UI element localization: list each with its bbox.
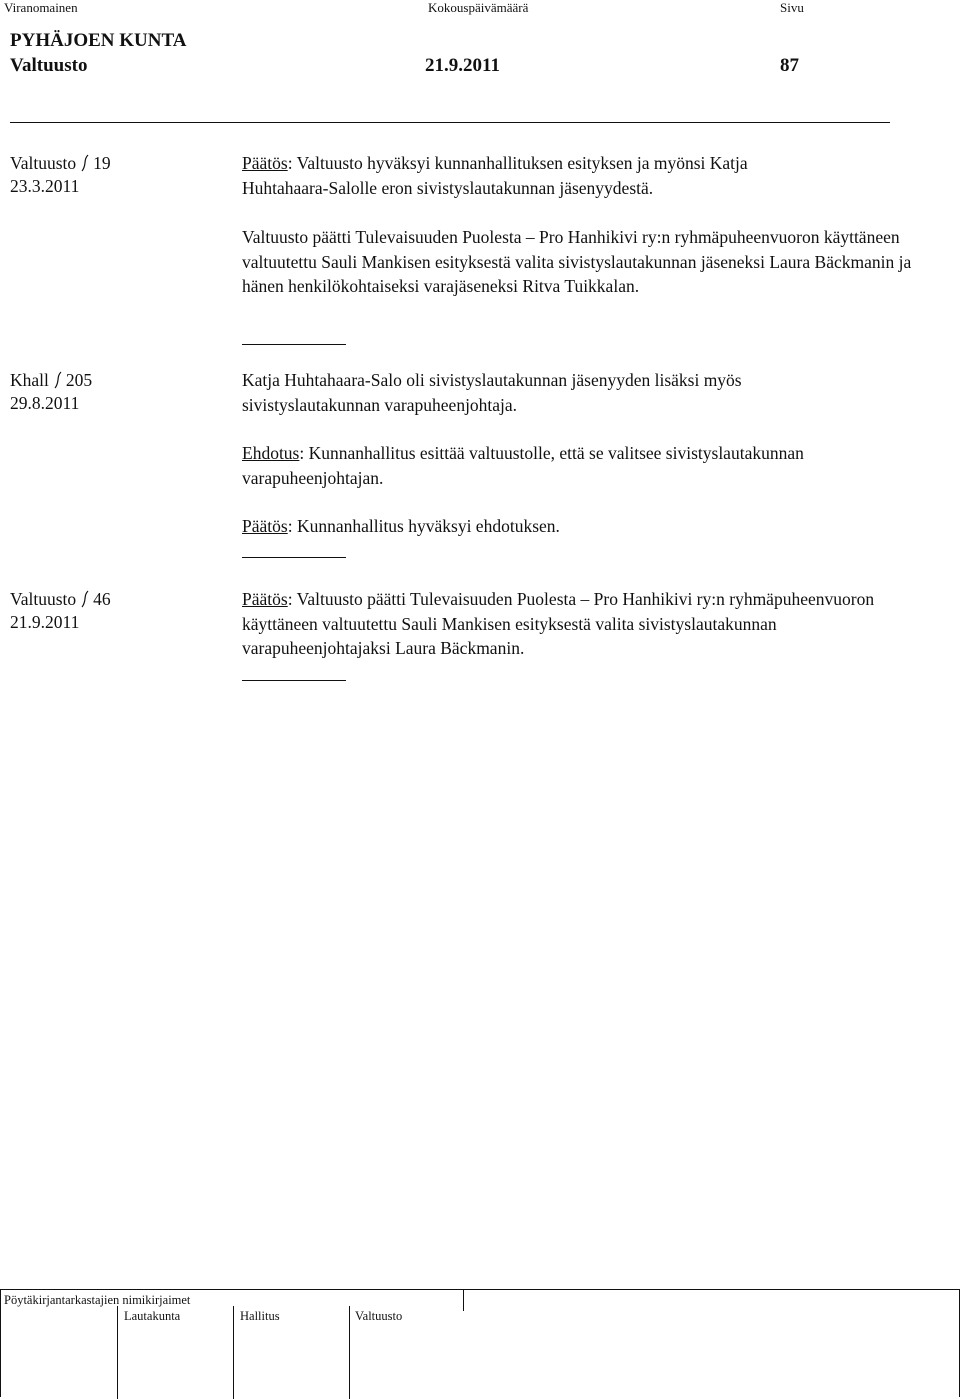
footer-label-council: Valtuusto xyxy=(355,1309,403,1323)
page-number: 87 xyxy=(780,55,799,76)
separator-line xyxy=(242,344,346,345)
footer-column-line xyxy=(117,1306,118,1399)
decision-label: Päätös xyxy=(242,516,288,536)
organization-name: PYHÄJOEN KUNTA xyxy=(10,30,187,51)
footer-column-line xyxy=(349,1306,350,1399)
proposal-label: Ehdotus xyxy=(242,443,300,463)
decision-text: : Valtuusto päätti Tulevaisuuden Puolesta – Pro Hanhikivi ry:n ryhmäpuheenvuoron käyttäneen valtuutettu Sauli Mankisen esityksestä valita sivistyslautakunnan varapuheenjohtajaksi Laura Bäckmanin. xyxy=(242,589,875,658)
meeting-date: 21.9.2011 xyxy=(425,55,500,76)
decision-label: Päätös xyxy=(242,153,288,173)
header-label-page: Sivu xyxy=(780,0,804,15)
footer-divider xyxy=(463,1289,464,1311)
header-label-meeting-date: Kokouspäivämäärä xyxy=(428,0,529,15)
section-2-proposal xyxy=(242,441,922,490)
section-ref-3 xyxy=(10,588,111,634)
separator-line xyxy=(242,557,346,558)
section-sign-icon xyxy=(81,154,89,172)
section-ref-number: 46 xyxy=(93,589,111,609)
header-label-authority: Viranomainen xyxy=(4,0,78,15)
section-ref-2 xyxy=(10,369,92,415)
section-ref-body: Valtuusto xyxy=(10,589,77,609)
governing-body: Valtuusto xyxy=(10,55,88,76)
section-ref-date: 29.8.2011 xyxy=(10,393,80,413)
footer-title: Pöytäkirjantarkastajien nimikirjaimet xyxy=(4,1293,191,1307)
section-ref-number: 205 xyxy=(65,370,93,390)
footer-column-line xyxy=(233,1306,234,1399)
section-ref-body: Khall xyxy=(10,370,49,390)
decision-text: : Kunnanhallitus hyväksyi ehdotuksen. xyxy=(287,516,560,536)
footer-label-executive: Hallitus xyxy=(240,1309,280,1323)
section-sign-icon xyxy=(54,371,62,389)
section-ref-1 xyxy=(10,152,111,198)
section-sign-icon xyxy=(81,590,89,608)
section-1-decision xyxy=(242,151,802,200)
separator-line xyxy=(242,680,346,681)
section-2-decision xyxy=(242,514,912,539)
proposal-text: : Kunnanhallitus esittää valtuustolle, että se valitsee sivistyslautakunnan varapuheenjohtajan. xyxy=(242,443,804,488)
paragraph-text: Valtuusto päätti Tulevaisuuden Puolesta – Pro Hanhikivi ry:n ryhmäpuheenvuoron käyttäneen valtuutettu Sauli Mankisen esityksestä valita sivistyslautakunnan jäseneksi Laura Bäckmanin ja hänen henkilökohtaiseksi varajäseneksi Ritva Tuikkalan. xyxy=(242,227,912,296)
section-2-intro xyxy=(242,368,842,417)
paragraph-text: Katja Huhtahaara-Salo oli sivistyslautakunnan jäsenyyden lisäksi myös sivistyslautakunnan varapuheenjohtaja. xyxy=(242,370,742,415)
decision-text: : Valtuusto hyväksyi kunnanhallituksen esityksen ja myönsi Katja Huhtahaara-Salolle eron sivistyslautakunnan jäsenyydestä. xyxy=(242,153,748,198)
section-ref-number: 19 xyxy=(93,153,111,173)
section-3-decision xyxy=(242,587,897,661)
section-1-paragraph xyxy=(242,225,912,299)
decision-label: Päätös xyxy=(242,589,288,609)
footer-label-board: Lautakunta xyxy=(124,1309,181,1323)
section-ref-date: 23.3.2011 xyxy=(10,176,80,196)
section-ref-date: 21.9.2011 xyxy=(10,612,80,632)
header-rule xyxy=(10,122,890,123)
section-ref-body: Valtuusto xyxy=(10,153,77,173)
